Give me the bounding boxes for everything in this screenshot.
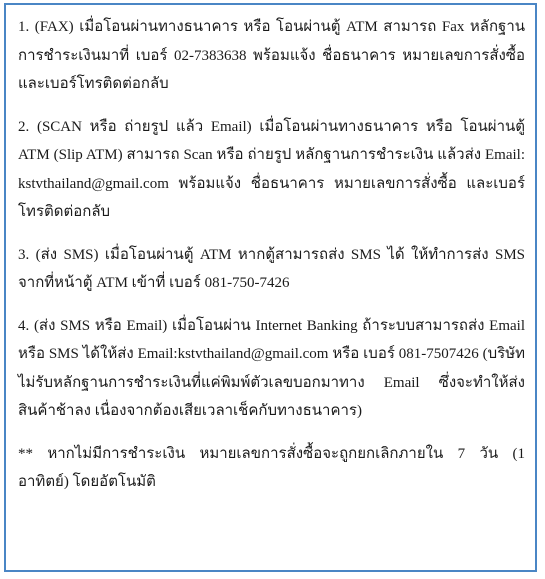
payment-instructions-panel [4,3,537,572]
instruction-fax: 1. (FAX) เมื่อโอนผ่านทางธนาคาร หรือ โอนผ่านตู้ ATM สามารถ Fax หลักฐานการชำระเงินมาที่ เบอร์ 02-7383638 พร้อมแจ้ง ชื่อธนาคาร หมายเลขการสั่งซื้อและเบอร์โทรติดต่อกลับ [18,19,525,92]
instruction-internet-banking: 4. (ส่ง SMS หรือ Email) เมื่อโอนผ่าน Internet Banking ถ้าระบบสามารถส่ง Email หรือ SMS ได้ให้ส่ง Email:kstvthailand@gmail.com หรือ เบอร์ 081-7507426 (บริษัทไม่รับหลักฐานการชำระเงินที่แค่พิมพ์ตัวเลขบอกมาทาง Email ซึ่งจะทำให้ส่งสินค้าช้าลง เนื่องจากต้องเสียเวลาเช็คกับทางธนาคาร) [18,317,525,419]
instruction-scan-email: 2. (SCAN หรือ ถ่ายรูป แล้ว Email) เมื่อโอนผ่านทางธนาคาร หรือ โอนผ่านตู้ ATM (Slip ATM) สามารถ Scan หรือ ถ่ายรูป หลักฐานการชำระเงิน แล้วส่ง Email: kstvthailand@gmail.com พร้อมแจ้ง ชื่อธนาคาร หมายเลขการสั่งซื้อ และเบอร์โทรติดต่อกลับ [18,118,525,220]
cancellation-footnote: ** หากไม่มีการชำระเงิน หมายเลขการสั่งซื้อจะถูกยกเลิกภายใน 7 วัน (1 อาทิตย์) โดยอัตโนมัติ [18,445,525,490]
instruction-sms-atm: 3. (ส่ง SMS) เมื่อโอนผ่านตู้ ATM หากตู้สามารถส่ง SMS ได้ ให้ทำการส่ง SMS จากที่หน้าตู้ ATM เข้าที่ เบอร์ 081-750-7426 [18,246,525,291]
instructions-content [6,5,535,497]
